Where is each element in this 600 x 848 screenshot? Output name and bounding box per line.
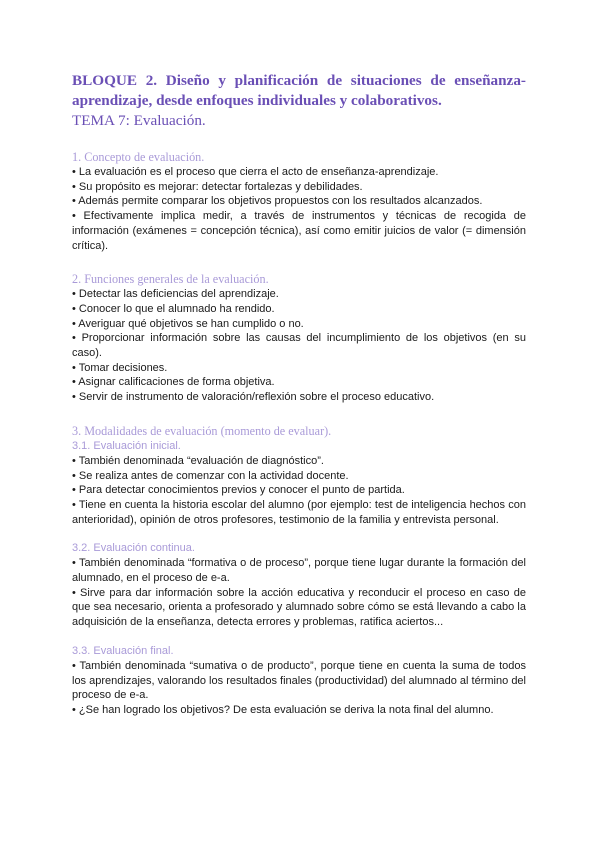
section-2-heading: 2. Funciones generales de la evaluación. [72, 272, 269, 287]
subsection-3-2-list [72, 556, 526, 630]
list-item: • Sirve para dar información sobre la acción educativa y reconducir el proceso en caso de que sea necesario, orienta a profesorado y alumnado sobre cómo se está llevando a cabo la adquisición de la enseñanza, detecta errores y problemas, ratifica aciertos... [72, 586, 526, 629]
list-item: • Conocer lo que el alumnado ha rendido. [72, 302, 275, 315]
list-item: • Además permite comparar los objetivos propuestos con los resultados alcanzados. [72, 195, 483, 208]
list-item: • Averiguar qué objetivos se han cumplido o no. [72, 317, 304, 330]
section-1-list [72, 165, 526, 253]
bloque-title: BLOQUE 2. Diseño y planificación de situaciones de enseñanza-aprendizaje, desde enfoques individuales y colaborativos. [72, 72, 526, 109]
list-item: • Su propósito es mejorar: detectar fortalezas y debilidades. [72, 180, 363, 193]
subsection-3-1-list [72, 454, 526, 528]
subsection-3-3-heading: 3.3. Evaluación final. [72, 644, 174, 657]
section-2-list [72, 287, 526, 405]
list-item: • Asignar calificaciones de forma objetiva. [72, 376, 275, 389]
subsection-3-3-list [72, 659, 526, 718]
list-item: • También denominada “formativa o de proceso”, porque tiene lugar durante la formación del alumnado, en el proceso de e-a. [72, 557, 526, 585]
list-item: • Para detectar conocimientos previos y conocer el punto de partida. [72, 484, 405, 497]
tema-title: TEMA 7: Evaluación. [72, 112, 206, 129]
list-item: • Servir de instrumento de valoración/reflexión sobre el proceso educativo. [72, 391, 435, 404]
list-item: • Se realiza antes de comenzar con la actividad docente. [72, 469, 349, 482]
section-3-heading: 3. Modalidades de evaluación (momento de evaluar). [72, 423, 332, 438]
list-item: • La evaluación es el proceso que cierra el acto de enseñanza-aprendizaje. [72, 166, 439, 178]
subsection-3-1-heading: 3.1. Evaluación inicial. [72, 439, 181, 452]
list-item: • Detectar las deficiencias del aprendizaje. [72, 288, 279, 301]
section-1-heading: 1. Concepto de evaluación. [72, 150, 205, 164]
list-item: • Efectivamente implica medir, a través de instrumentos y técnicas de recogida de información (exámenes = concepción técnica), así como emitir juicios de valor (= dimensión crítica). [72, 210, 526, 252]
document-page [72, 71, 526, 718]
list-item: • También denominada “evaluación de diagnóstico”. [72, 454, 324, 467]
list-item: • Tomar decisiones. [72, 361, 168, 374]
list-item: • ¿Se han logrado los objetivos? De esta evaluación se deriva la nota final del alumno. [72, 703, 494, 716]
list-item: • Proporcionar información sobre las causas del incumplimiento de los objetivos (en su caso). [72, 332, 526, 360]
subsection-3-2-heading: 3.2. Evaluación continua. [72, 542, 195, 555]
list-item: • Tiene en cuenta la historia escolar del alumno (por ejemplo: test de inteligencia hechos con anterioridad), opinión de otros profesores, testimonio de la familia y entrevista personal. [72, 498, 526, 526]
list-item: • También denominada “sumativa o de producto”, porque tiene en cuenta la suma de todos los aprendizajes, valorando los resultados finales (productividad) del alumnado al término del proceso de e-a. [72, 659, 526, 702]
